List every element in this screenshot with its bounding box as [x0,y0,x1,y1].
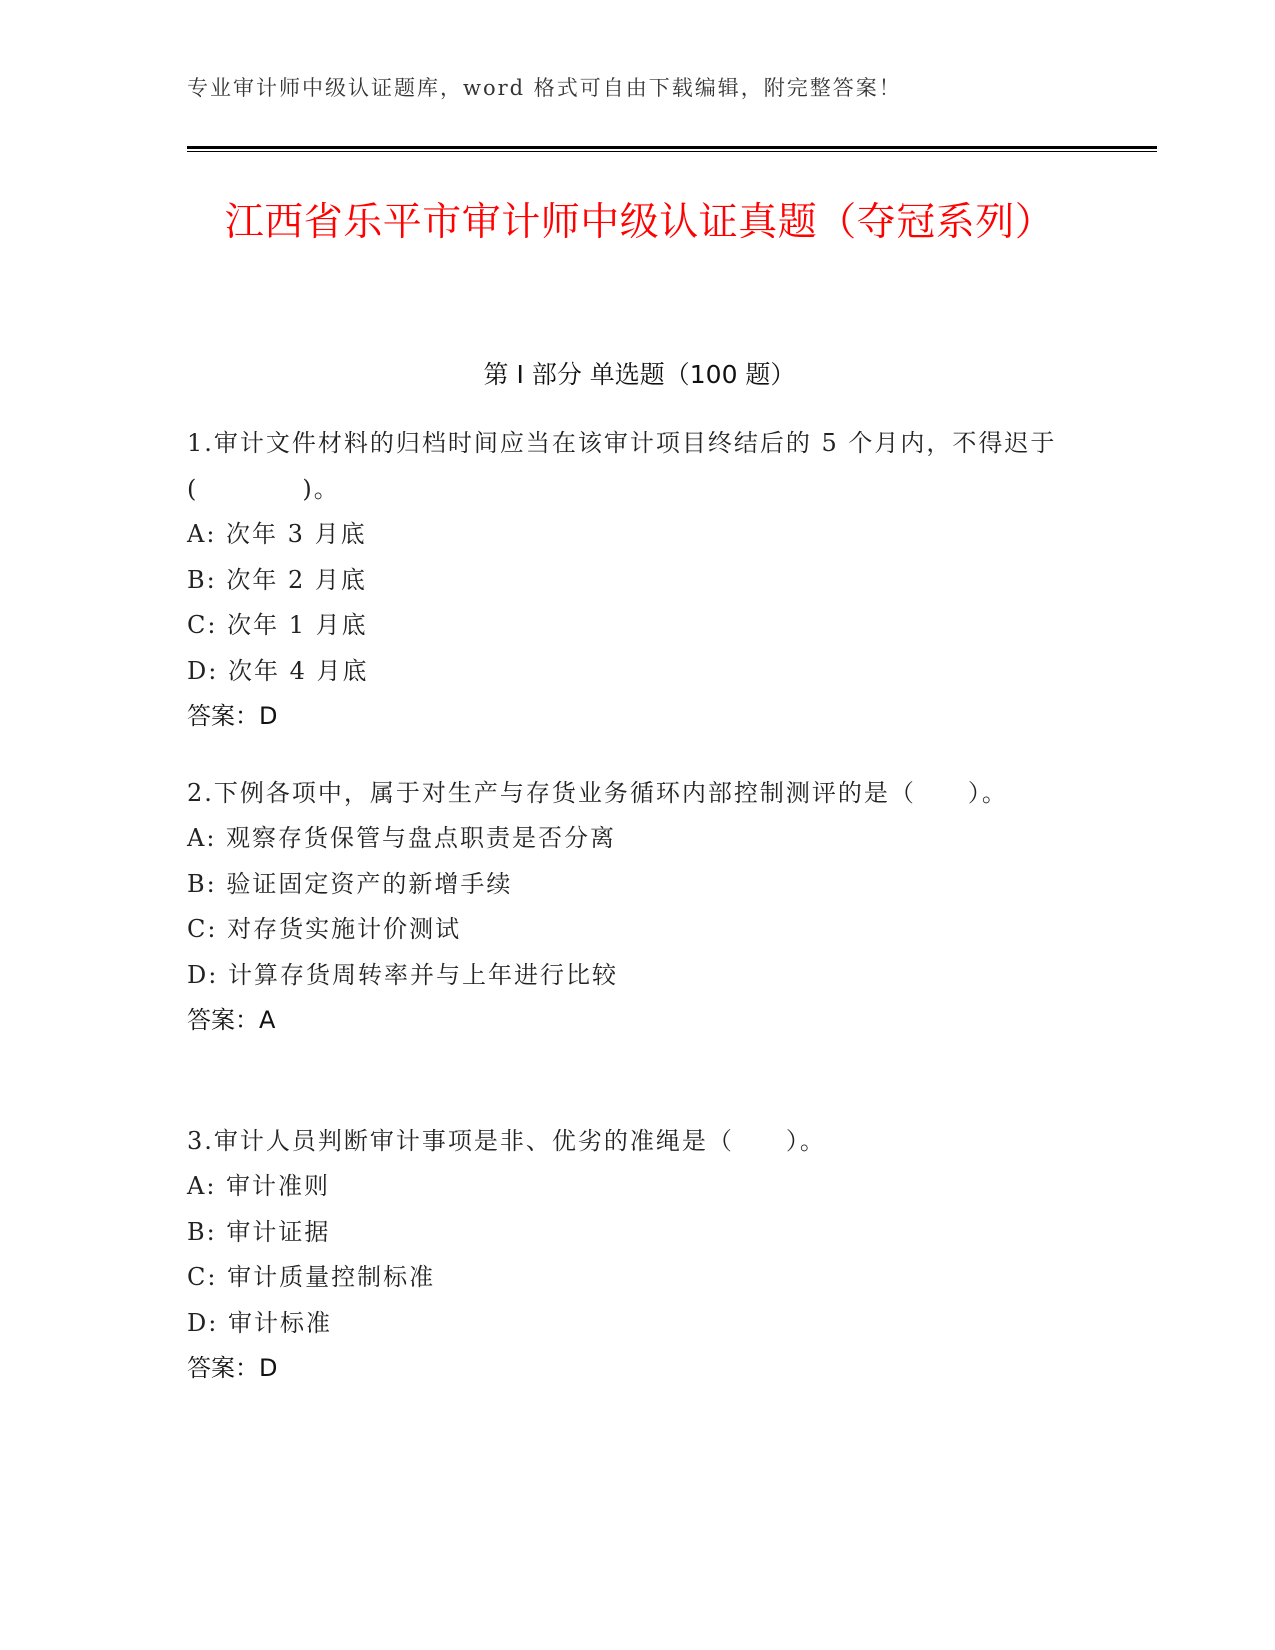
option-c: C: 审计质量控制标准 [187,1263,436,1291]
option-c: C: 对存货实施计价测试 [187,915,462,943]
answer: 答案：A [187,1006,276,1034]
header-divider-thin [187,151,1157,152]
option-d: D: 审计标准 [187,1308,332,1337]
question-1 [187,420,1077,740]
document-title: 江西省乐平市审计师中级认证真题（夺冠系列） [224,200,1055,245]
option-c: C: 次年 1 月底 [187,611,368,639]
option-a: A: 观察存货保管与盘点职责是否分离 [187,824,617,852]
header-divider [187,146,1157,149]
answer: 答案：D [187,702,278,730]
answer: 答案：D [187,1354,278,1382]
section-title: 第 I 部分 单选题（100 题） [483,360,796,389]
option-d: D: 次年 4 月底 [187,656,369,685]
option-a: A: 次年 3 月底 [187,520,367,548]
option-b: B: 验证固定资产的新增手续 [187,869,513,898]
option-b: B: 次年 2 月底 [187,565,367,594]
question-3 [187,1118,1077,1392]
question-2 [187,770,1077,1044]
option-d: D: 计算存货周转率并与上年进行比较 [187,960,618,989]
option-b: B: 审计证据 [187,1217,331,1246]
option-a: A: 审计准则 [187,1172,331,1200]
question-stem: 2.下例各项中，属于对生产与存货业务循环内部控制测评的是（ ）。 [187,779,1008,807]
question-stem: 3.审计人员判断审计事项是非、优劣的准绳是（ ）。 [187,1127,826,1155]
question-stem: 1.审计文件材料的归档时间应当在该审计项目终结后的 5 个月内，不得迟于( )。 [187,429,1057,503]
page-header: 专业审计师中级认证题库，word 格式可自由下载编辑，附完整答案！ [187,76,902,100]
